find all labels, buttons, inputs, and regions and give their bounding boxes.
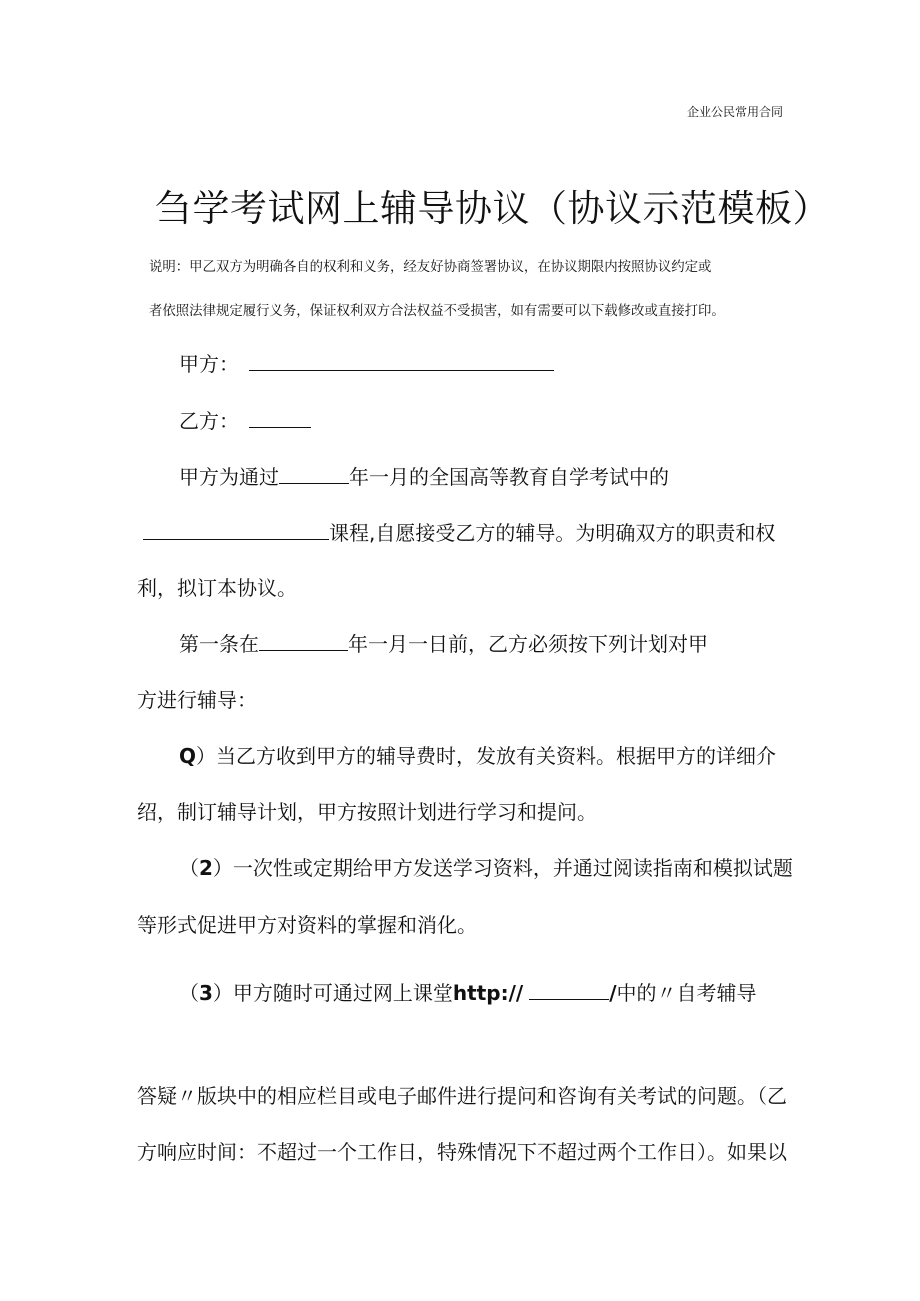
course-blank bbox=[143, 521, 329, 540]
p1-text-a: 甲方为通过 bbox=[179, 465, 279, 489]
item-1-text: ）当乙方收到甲方的辅导费时，发放有关资料。根据甲方的详细介 bbox=[196, 744, 777, 768]
art1-year-blank bbox=[259, 632, 348, 651]
item-3-slash: / bbox=[609, 981, 617, 1005]
item-1-line-1 bbox=[179, 740, 776, 769]
item-2-line-2: 等形式促进甲方对资料的掌握和消化。 bbox=[137, 913, 477, 937]
document-title: 刍学考试网上辅导协议（协议示范模板） bbox=[155, 187, 830, 230]
note-line-1: 说明：甲乙双方为明确各自的权利和义务，经友好协商签署协议，在协议期限内按照协议约定或 bbox=[149, 260, 712, 275]
item-1-number: Q bbox=[179, 744, 197, 768]
item-2-paren: （ bbox=[179, 856, 199, 880]
party-b-blank bbox=[249, 409, 311, 428]
item-3-url: http:// bbox=[452, 981, 524, 1005]
item-2-line-1 bbox=[179, 852, 793, 881]
url-blank bbox=[529, 981, 609, 1000]
party-a-line bbox=[179, 348, 554, 377]
item-3-paren: （ bbox=[179, 981, 199, 1005]
article-1-line-1 bbox=[179, 628, 708, 657]
p1-text-b: 年一月的全国高等教育自学考试中的 bbox=[349, 465, 669, 489]
paragraph-1-line-1 bbox=[179, 461, 669, 490]
item-3-line-3: 方响应时间：不超过一个工作日，特殊情况下不超过两个工作日）。如果以 bbox=[137, 1140, 787, 1164]
item-3-line-2: 答疑〃版块中的相应栏目或电子邮件进行提问和咨询有关考试的问题。（乙 bbox=[137, 1084, 787, 1108]
item-3-text-a: ）甲方随时可通过网上课堂 bbox=[212, 981, 453, 1005]
item-3-text-b: 中的〃自考辅导 bbox=[616, 981, 757, 1005]
item-2-text: ）一次性或定期给甲方发送学习资料，并通过阅读指南和模拟试题 bbox=[212, 856, 793, 880]
paragraph-1-line-3: 利，拟订本协议。 bbox=[137, 576, 297, 600]
party-b-label: 乙方： bbox=[179, 409, 239, 433]
paragraph-1-line-2 bbox=[143, 517, 775, 546]
year-blank bbox=[279, 465, 349, 484]
item-3-line-1 bbox=[179, 977, 757, 1006]
item-1-line-2: 绍，制订辅导计划，甲方按照计划进行学习和提问。 bbox=[137, 800, 597, 824]
document-header: 企业公民常用合同 bbox=[686, 105, 783, 119]
item-2-number: 2 bbox=[199, 856, 213, 880]
party-b-line bbox=[179, 405, 311, 434]
article-1-line-2: 方进行辅导： bbox=[137, 688, 257, 712]
item-3-number: 3 bbox=[199, 981, 213, 1005]
note-line-2: 者依照法律规定履行义务，保证权利双方合法权益不受损害，如有需要可以下载修改或直接打印。 bbox=[149, 304, 725, 319]
party-a-label: 甲方： bbox=[179, 352, 239, 376]
art1-text-b: 年一月一日前，乙方必须按下列计划对甲 bbox=[348, 632, 708, 656]
party-a-blank bbox=[249, 352, 554, 371]
art1-text-a: 第一条在 bbox=[179, 632, 259, 656]
p1-text-l2: 课程,自愿接受乙方的辅导。为明确双方的职责和权 bbox=[329, 521, 776, 545]
